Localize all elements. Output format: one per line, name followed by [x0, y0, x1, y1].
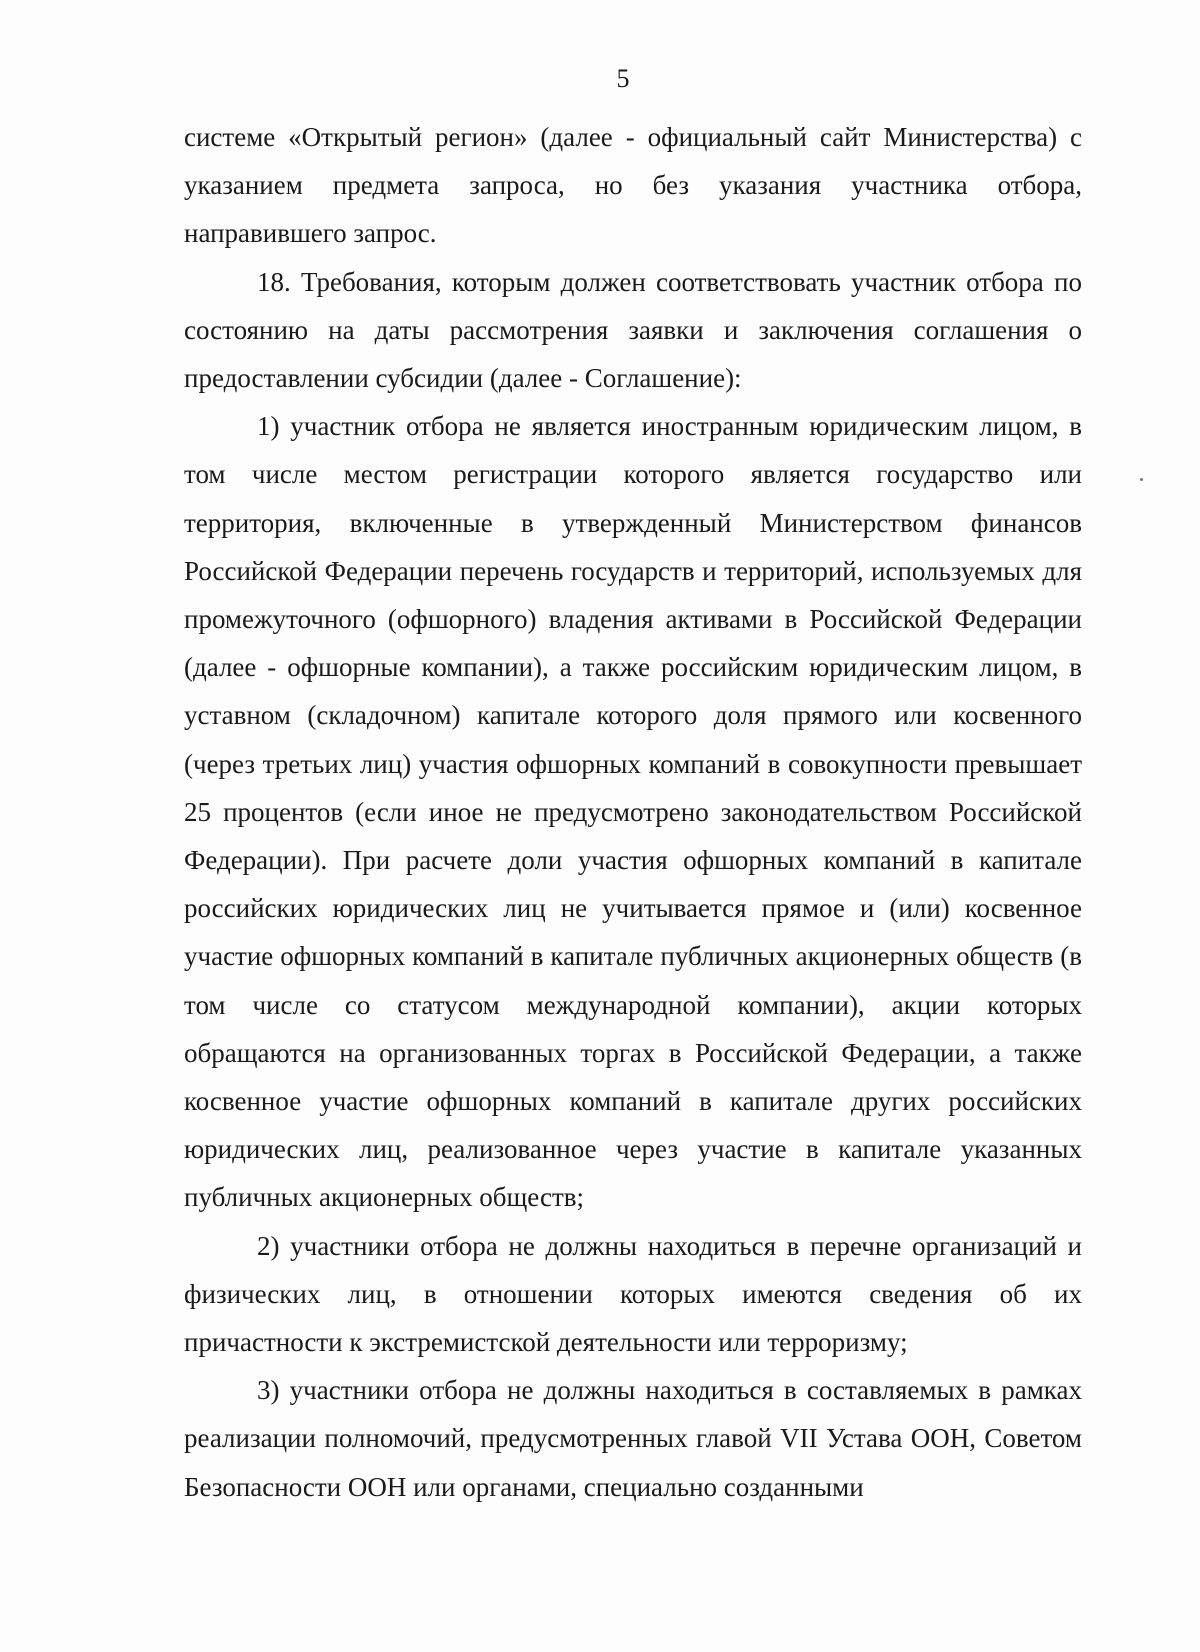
document-body — [184, 113, 1082, 1511]
paragraph-item-18: 18. Требования, которым должен соответствовать участник отбора по состоянию на даты рассмотрения заявки и заключения соглашения о предоставлении субсидии (далее - Соглашение): — [184, 266, 1082, 394]
scan-speck — [1140, 478, 1143, 481]
paragraph-subitem-1: 1) участник отбора не является иностранным юридическим лицом, в том числе местом регистрации которого является государство или территория, включенные в утвержденный Министерством финансов Российской Федерации перечень государств и территорий, используемых для промежуточного (офшорного) владения активами в Российской Федерации (далее - офшорные компании), а также российским юридическим лицом, в уставном (складочном) капитале которого доля прямого или косвенного (через третьих лиц) участия офшорных компаний в совокупности превышает 25 процентов (если иное не предусмотрено законодательством Российской Федерации). При расчете доли участия офшорных компаний в капитале российских юридических лиц не учитывается прямое и (или) косвенное участие офшорных компаний в капитале публичных акционерных обществ (в том числе со статусом международной компании), акции которых обращаются на организованных торгах в Российской Федерации, а также косвенное участие офшорных компаний в капитале других российских юридических лиц, реализованное через участие в капитале указанных публичных акционерных обществ; — [184, 411, 1082, 1213]
paragraph-continuation: системе «Открытый регион» (далее - официальный сайт Министерства) с указанием предмета запроса, но без указания участника отбора, направившего запрос. — [184, 122, 1082, 249]
paragraph-subitem-3: 3) участники отбора не должны находиться в составляемых в рамках реализации полномочий, предусмотренных главой VII Устава ООН, Советом Безопасности ООН или органами, специально созданными — [184, 1375, 1082, 1502]
page-number: 5 — [616, 64, 630, 93]
paragraph-subitem-2: 2) участники отбора не должны находиться в перечне организаций и физических лиц, в отношении которых имеются сведения об их причастности к экстремистской деятельности или терроризму; — [184, 1230, 1082, 1358]
